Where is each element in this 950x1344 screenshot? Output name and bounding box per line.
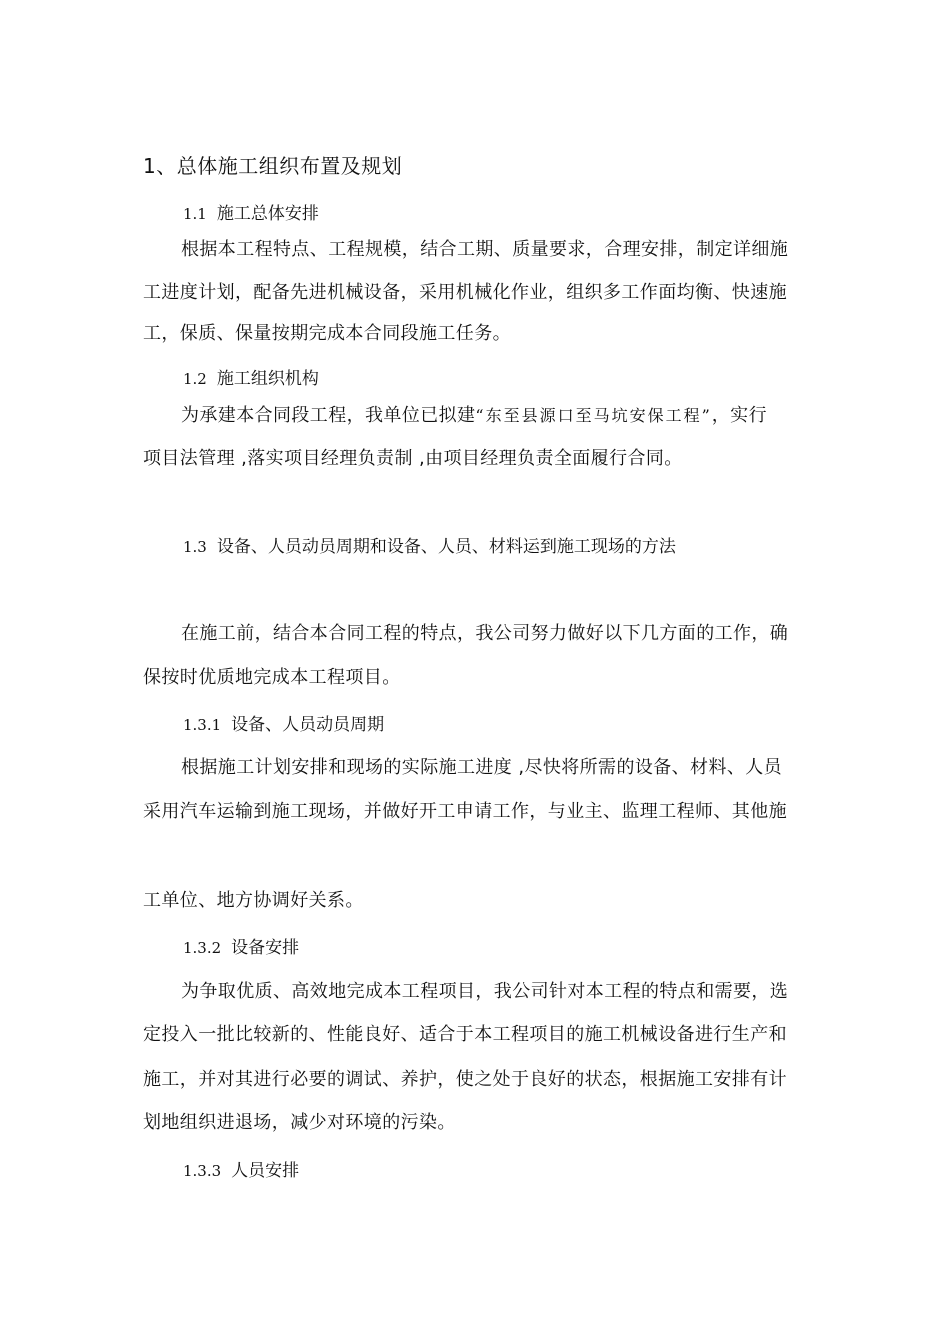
subsection-number: 1.3.2 [183, 939, 222, 957]
subsection-heading-1-3 [143, 535, 851, 559]
paragraph-line: 项目法管理 ,落实项目经理负责制 ,由项目经理负责全面履行合同。 [143, 448, 683, 469]
text-segment: 为承建本合同段工程，我单位已拟建 [181, 405, 476, 426]
paragraph-line: 根据本工程特点、工程规模，结合工期、质量要求，合理安排，制定详细施 [181, 239, 789, 260]
paragraph-line: 工单位、地方协调好关系。 [143, 890, 364, 911]
paragraph-line: 工进度计划，配备先进机械设备，采用机械化作业，组织多工作面均衡、快速施 [143, 282, 787, 303]
subsection-title: 施工总体安排 [216, 204, 319, 224]
subsection-title: 设备、人员动员周期 [231, 715, 385, 735]
subsection-title: 设备、人员动员周期和设备、人员、材料运到施工现场的方法 [216, 537, 676, 557]
subsection-heading-1-3-1 [143, 713, 851, 737]
subsection-number: 1.3.3 [183, 1162, 222, 1180]
subsection-heading-1-1 [143, 202, 851, 226]
subsection-title: 施工组织机构 [216, 369, 319, 389]
paragraph-line: 采用汽车运输到施工现场，并做好开工申请工作，与业主、监理工程师、其他施 [143, 801, 787, 822]
subsection-number: 1.1 [183, 205, 207, 223]
project-name-quote: “东至县源口至马坑安保工程” [475, 406, 712, 425]
text-segment: ，实行 [711, 405, 767, 426]
subsection-number: 1.2 [183, 370, 207, 388]
subsection-title: 人员安排 [231, 1161, 300, 1181]
paragraph-line: 根据施工计划安排和现场的实际施工进度 ,尽快将所需的设备、材料、人员 [181, 757, 783, 778]
subsection-heading-1-3-2 [143, 936, 851, 960]
paragraph-line [143, 403, 849, 429]
subsection-number: 1.3 [183, 538, 207, 556]
paragraph-line: 为争取优质、高效地完成本工程项目，我公司针对本工程的特点和需要，选 [181, 981, 789, 1002]
subsection-heading-1-2 [143, 367, 851, 391]
section-heading-1 [143, 152, 811, 180]
paragraph-line: 在施工前，结合本合同工程的特点，我公司努力做好以下几方面的工作，确 [181, 623, 789, 644]
paragraph-line: 划地组织进退场，减少对环境的污染。 [143, 1112, 456, 1133]
subsection-number: 1.3.1 [183, 716, 222, 734]
paragraph-line: 定投入一批比较新的、性能良好、适合于本工程项目的施工机械设备进行生产和 [143, 1024, 787, 1045]
paragraph-line: 施工，并对其进行必要的调试、养护，使之处于良好的状态，根据施工安排有计 [143, 1069, 787, 1090]
section-heading-1-text: 1、总体施工组织布置及规划 [143, 154, 403, 178]
paragraph-line: 保按时优质地完成本工程项目。 [143, 667, 401, 688]
subsection-title: 设备安排 [231, 938, 300, 958]
paragraph-line: 工，保质、保量按期完成本合同段施工任务。 [143, 323, 511, 344]
subsection-heading-1-3-3 [143, 1159, 851, 1183]
